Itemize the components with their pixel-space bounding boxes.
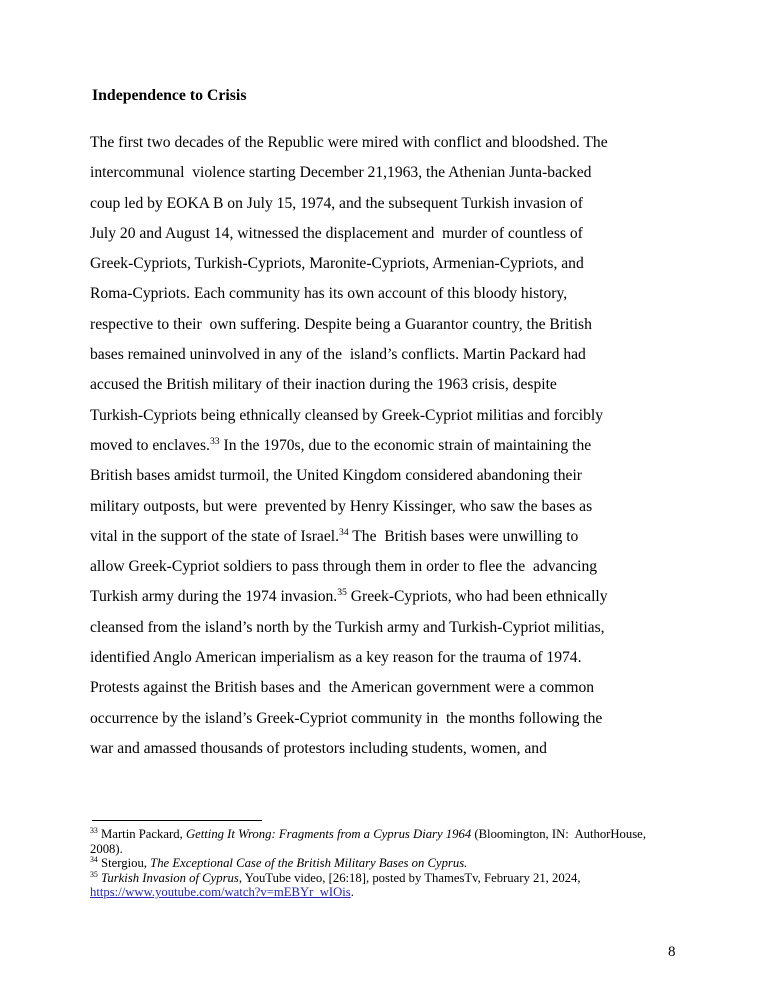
footnote-area — [90, 827, 720, 900]
text-run: accused the British military of their inaction during the 1963 crisis, despite — [90, 376, 557, 394]
text-run: British bases amidst turmoil, the United Kingdom considered abandoning their — [90, 467, 582, 485]
body-line — [90, 461, 720, 491]
body-line — [90, 249, 720, 279]
text-run: 2008). — [90, 841, 123, 856]
body-line — [90, 643, 720, 673]
text-run: , YouTube video, [26:18], posted by ThamesTv, February 21, 2024, — [238, 870, 581, 885]
text-run: intercommunal violence starting December 21,1963, the Athenian Junta-backed — [90, 164, 592, 182]
body-line — [90, 613, 720, 643]
page-number: 8 — [668, 944, 676, 960]
text-run: Greek-Cypriots, who had been ethnically — [346, 588, 608, 606]
text-run: coup led by EOKA B on July 15, 1974, and the subsequent Turkish invasion of — [90, 194, 583, 212]
body-line — [90, 582, 720, 612]
text-run: war and amassed thousands of protestors including students, women, and — [90, 739, 547, 757]
footnote-separator — [92, 820, 262, 821]
text-run: In the 1970s, due to the economic strain of maintaining the — [219, 436, 592, 454]
text-run: . — [350, 885, 354, 900]
body-line — [90, 279, 720, 309]
text-run: July 20 and August 14, witnessed the displacement and murder of countless of — [90, 224, 583, 242]
footnote-number: 35 — [90, 869, 98, 879]
body-paragraph — [90, 128, 720, 764]
body-line — [90, 189, 720, 219]
text-run: respective to their own suffering. Despite being a Guarantor country, the British — [90, 315, 592, 333]
section-heading: Independence to Crisis — [92, 87, 247, 104]
body-line — [90, 673, 720, 703]
text-run: occurrence by the island’s Greek-Cypriot community in the months following the — [90, 709, 603, 727]
footnote — [90, 856, 720, 871]
text-run: vital in the support of the state of Israel. — [90, 527, 339, 545]
footnote-url-link[interactable]: https://www.youtube.com/watch?v=mEBYr_wIOis — [90, 885, 351, 900]
text-run: Turkish army during the 1974 invasion. — [90, 588, 338, 606]
text-run: Turkish Invasion of Cyprus — [101, 870, 239, 885]
text-run: The first two decades of the Republic were mired with conflict and bloodshed. The — [90, 134, 608, 151]
text-run: The British bases were unwilling to — [348, 527, 579, 545]
footnote-number: 34 — [90, 854, 98, 864]
footnote-number: 33 — [90, 825, 98, 835]
footnote-marker: 33 — [209, 435, 220, 447]
body-line — [90, 128, 720, 158]
body-line — [90, 704, 720, 734]
body-line — [90, 431, 720, 461]
body-line — [90, 401, 720, 431]
text-run: Protests against the British bases and the American government were a common — [90, 679, 595, 697]
footnote-marker: 34 — [339, 526, 349, 538]
body-line — [90, 310, 720, 340]
footnote — [90, 871, 720, 900]
text-run: Turkish-Cypriots being ethnically cleansed by Greek-Cypriot militias and forcibly — [90, 406, 604, 424]
footnote — [90, 827, 720, 856]
body-line — [90, 370, 720, 400]
text-run: Getting It Wrong: Fragments from a Cyprus Diary 1964 — [185, 827, 472, 841]
text-run: Greek-Cypriots, Turkish-Cypriots, Maronite-Cypriots, Armenian-Cypriots, and — [90, 255, 584, 273]
footnote-marker: 35 — [337, 587, 347, 599]
body-line — [90, 734, 720, 764]
text-run: military outposts, but were prevented by Henry Kissinger, who saw the bases as — [90, 497, 593, 515]
text-run: bases remained uninvolved in any of the island’s conflicts. Martin Packard had — [90, 346, 586, 364]
text-run: identified Anglo American imperialism as a key reason for the trauma of 1974. — [90, 649, 582, 667]
body-line — [90, 219, 720, 249]
text-run: (Bloomington, IN: AuthorHouse, — [471, 827, 646, 841]
text-run: Stergiou, — [97, 856, 151, 871]
text-run: allow Greek-Cypriot soldiers to pass through them in order to flee the advancing — [90, 558, 598, 576]
body-line — [90, 522, 720, 552]
text-run: cleansed from the island’s north by the Turkish army and Turkish-Cypriot militias, — [90, 618, 605, 636]
text-run: Martin Packard, — [97, 827, 186, 841]
body-line — [90, 552, 720, 582]
body-line — [90, 340, 720, 370]
body-line — [90, 492, 720, 522]
text-run: moved to enclaves. — [90, 436, 210, 454]
text-run: Roma-Cypriots. Each community has its own account of this bloody history, — [90, 285, 568, 303]
body-line — [90, 158, 720, 188]
text-run: The Exceptional Case of the British Military Bases on Cyprus. — [150, 856, 468, 871]
